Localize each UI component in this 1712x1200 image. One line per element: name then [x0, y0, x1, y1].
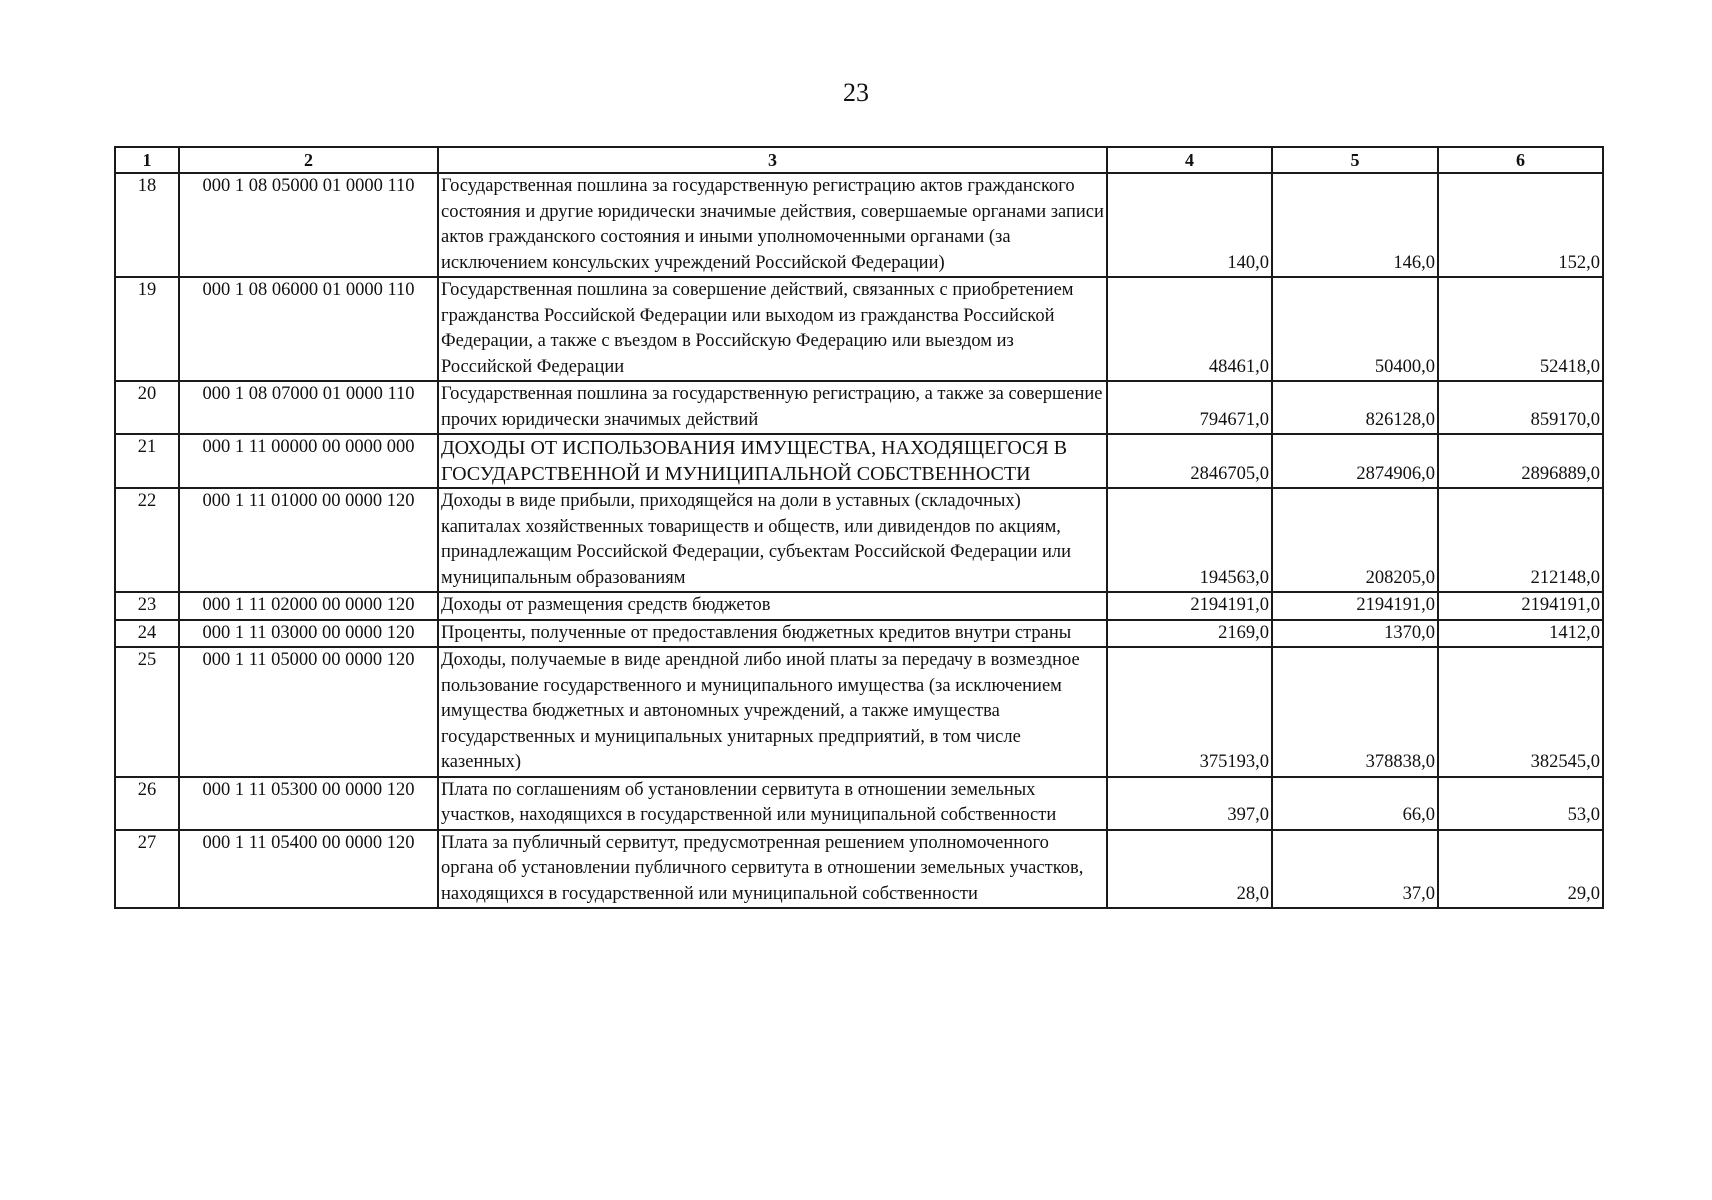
value-col-5: 2874906,0: [1272, 434, 1438, 488]
column-header: 5: [1272, 147, 1438, 173]
value-col-6: 1412,0: [1438, 620, 1603, 648]
value-col-5: 378838,0: [1272, 647, 1438, 777]
value-col-5: 208205,0: [1272, 488, 1438, 592]
budget-code: 000 1 11 02000 00 0000 120: [179, 592, 438, 620]
table-row: [115, 173, 1603, 277]
row-number: 27: [115, 830, 179, 909]
table-row: [115, 277, 1603, 381]
column-header: 3: [438, 147, 1107, 173]
budget-code: 000 1 11 01000 00 0000 120: [179, 488, 438, 592]
revenue-name: Доходы от размещения средств бюджетов: [438, 592, 1107, 620]
revenue-name: Государственная пошлина за государственную регистрацию актов гражданского состояния и другие юридически значимые действия, совершаемые органами записи актов гражданского состояния и иными уполномоченными органами (за исключением консульских учреждений Российской Федерации): [438, 173, 1107, 277]
revenue-name: Государственная пошлина за государственную регистрацию, а также за совершение прочих юридически значимых действий: [438, 381, 1107, 434]
value-col-6: 212148,0: [1438, 488, 1603, 592]
value-col-4: 140,0: [1107, 173, 1272, 277]
table-row: [115, 592, 1603, 620]
revenue-table: [114, 146, 1604, 909]
value-col-6: 382545,0: [1438, 647, 1603, 777]
table-row: [115, 647, 1603, 777]
budget-code: 000 1 11 05300 00 0000 120: [179, 777, 438, 830]
column-header: 6: [1438, 147, 1603, 173]
column-header: 2: [179, 147, 438, 173]
row-number: 19: [115, 277, 179, 381]
budget-code: 000 1 08 07000 01 0000 110: [179, 381, 438, 434]
value-col-4: 794671,0: [1107, 381, 1272, 434]
value-col-4: 2194191,0: [1107, 592, 1272, 620]
table-row: [115, 434, 1603, 488]
table-row: [115, 830, 1603, 909]
table-row: [115, 777, 1603, 830]
value-col-5: 50400,0: [1272, 277, 1438, 381]
value-col-4: 397,0: [1107, 777, 1272, 830]
budget-code: 000 1 08 06000 01 0000 110: [179, 277, 438, 381]
value-col-6: 2896889,0: [1438, 434, 1603, 488]
header-row: [115, 147, 1603, 173]
value-col-6: 2194191,0: [1438, 592, 1603, 620]
table-row: [115, 488, 1603, 592]
budget-code: 000 1 08 05000 01 0000 110: [179, 173, 438, 277]
value-col-4: 48461,0: [1107, 277, 1272, 381]
page-number: 23: [843, 78, 869, 107]
budget-code: 000 1 11 05400 00 0000 120: [179, 830, 438, 909]
value-col-5: 146,0: [1272, 173, 1438, 277]
value-col-5: 66,0: [1272, 777, 1438, 830]
revenue-name: ДОХОДЫ ОТ ИСПОЛЬЗОВАНИЯ ИМУЩЕСТВА, НАХОДЯЩЕГОСЯ В ГОСУДАРСТВЕННОЙ И МУНИЦИПАЛЬНОЙ СОБСТВЕННОСТИ: [438, 434, 1107, 488]
value-col-5: 826128,0: [1272, 381, 1438, 434]
row-number: 22: [115, 488, 179, 592]
row-number: 24: [115, 620, 179, 648]
revenue-name: Проценты, полученные от предоставления бюджетных кредитов внутри страны: [438, 620, 1107, 648]
value-col-4: 28,0: [1107, 830, 1272, 909]
revenue-name: Доходы в виде прибыли, приходящейся на доли в уставных (складочных) капиталах хозяйственных товариществ и обществ, или дивидендов по акциям, принадлежащим Российской Федерации, субъектам Российской Федерации или муниципальным образованиям: [438, 488, 1107, 592]
value-col-6: 29,0: [1438, 830, 1603, 909]
table-row: [115, 620, 1603, 648]
row-number: 18: [115, 173, 179, 277]
budget-code: 000 1 11 05000 00 0000 120: [179, 647, 438, 777]
value-col-4: 194563,0: [1107, 488, 1272, 592]
value-col-6: 52418,0: [1438, 277, 1603, 381]
row-number: 23: [115, 592, 179, 620]
revenue-name: Доходы, получаемые в виде арендной либо иной платы за передачу в возмездное пользование государственного и муниципального имущества (за исключением имущества бюджетных и автономных учреждений, а также имущества государственных и муниципальных унитарных предприятий, в том числе казенных): [438, 647, 1107, 777]
value-col-6: 152,0: [1438, 173, 1603, 277]
row-number: 26: [115, 777, 179, 830]
value-col-4: 375193,0: [1107, 647, 1272, 777]
revenue-name: Плата по соглашениям об установлении сервитута в отношении земельных участков, находящихся в государственной или муниципальной собственности: [438, 777, 1107, 830]
value-col-6: 53,0: [1438, 777, 1603, 830]
value-col-4: 2846705,0: [1107, 434, 1272, 488]
row-number: 20: [115, 381, 179, 434]
row-number: 21: [115, 434, 179, 488]
value-col-5: 1370,0: [1272, 620, 1438, 648]
column-header: 4: [1107, 147, 1272, 173]
revenue-name: Государственная пошлина за совершение действий, связанных с приобретением гражданства Российской Федерации или выходом из гражданства Российской Федерации, а также с въездом в Российскую Федерацию или выездом из Российской Федерации: [438, 277, 1107, 381]
row-number: 25: [115, 647, 179, 777]
value-col-5: 37,0: [1272, 830, 1438, 909]
value-col-4: 2169,0: [1107, 620, 1272, 648]
table-row: [115, 381, 1603, 434]
budget-code: 000 1 11 00000 00 0000 000: [179, 434, 438, 488]
value-col-6: 859170,0: [1438, 381, 1603, 434]
value-col-5: 2194191,0: [1272, 592, 1438, 620]
revenue-name: Плата за публичный сервитут, предусмотренная решением уполномоченного органа об установлении публичного сервитута в отношении земельных участков, находящихся в государственной или муниципальной собственности: [438, 830, 1107, 909]
budget-code: 000 1 11 03000 00 0000 120: [179, 620, 438, 648]
column-header: 1: [115, 147, 179, 173]
